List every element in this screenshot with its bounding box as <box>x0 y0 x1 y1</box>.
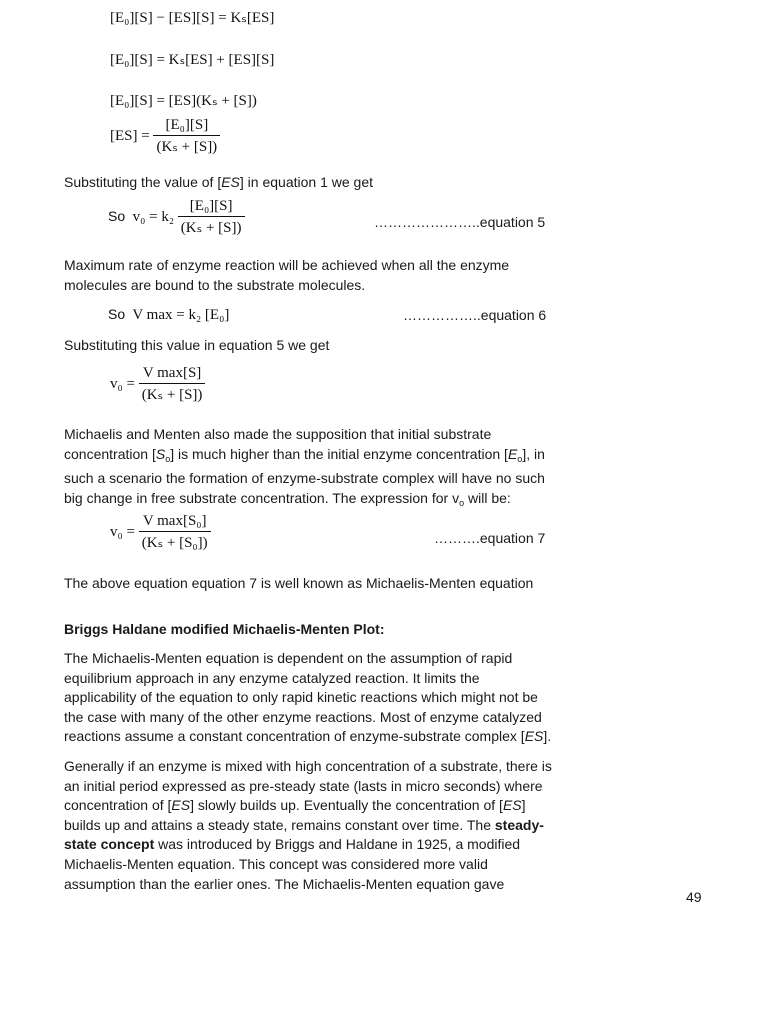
paragraph-substituting-es <box>64 173 552 193</box>
paragraph-supposition <box>64 425 552 513</box>
p7-italic-2: ES <box>502 797 522 814</box>
p7-italic-1: ES <box>171 797 191 814</box>
equation-6-label: ……………..equation 6 <box>403 307 547 323</box>
p4-d: will be: <box>464 489 511 506</box>
equation-b <box>110 50 274 69</box>
p4-a: Michaelis and Menten also made the supposition that initial substrate concentration [ <box>64 426 492 462</box>
equation-d-fraction <box>153 117 220 156</box>
paragraph-steady-state <box>64 757 552 894</box>
equation-6-so: So <box>108 306 126 322</box>
p4-c: ], in such a scenario the formation of enzyme-substrate complex will have no such big change in free substrate concentration. The expression for v <box>64 445 545 506</box>
p4-e: E <box>507 445 518 462</box>
equation-5-denominator: (Kₛ + [S]) <box>180 220 242 236</box>
equation-7-lhs: v₀ = <box>110 523 135 540</box>
equation-e-denominator: (Kₛ + [S]) <box>141 387 203 403</box>
equation-a-text: [E₀][S] − [ES][S] = Kₛ[ES] <box>110 10 275 26</box>
p7-b: ] slowly builds up. Eventually the concentration of [ <box>190 797 503 814</box>
p1-pre: Substituting the value of [ <box>64 174 222 190</box>
p4-e-sub: o <box>517 453 523 464</box>
equation-c <box>110 91 257 110</box>
page-number: 49 <box>686 889 702 905</box>
equation-6 <box>108 306 229 324</box>
equation-5-lhs: v₀ = k₂ <box>132 208 175 225</box>
paragraph-max-rate: Maximum rate of enzyme reaction will be achieved when all the enzyme molecules are bound to the substrate molecules. <box>64 257 510 293</box>
equation-5-fraction <box>178 198 245 237</box>
equation-5-label: …………………..equation 5 <box>374 214 546 230</box>
equation-d-numerator: [E₀][S] <box>153 117 220 136</box>
equation-a <box>110 8 274 27</box>
equation-7 <box>110 513 211 552</box>
equation-7-label: ……….equation 7 <box>434 530 546 546</box>
equation-e-numerator: V max[S] <box>139 365 206 384</box>
p4-v-sub: o <box>459 497 465 508</box>
equation-5 <box>108 198 245 237</box>
equation-7-numerator: V max[S₀] <box>139 513 211 532</box>
p1-post: ] in equation 1 we get <box>239 174 374 190</box>
paragraph-dependent <box>64 649 552 747</box>
equation-7-denominator: (Kₛ + [S₀]) <box>141 535 208 551</box>
equation-c-text: [E₀][S] = [ES](Kₛ + [S]) <box>110 93 257 109</box>
equation-7-fraction <box>139 513 211 552</box>
equation-e-lhs: v₀ = <box>110 375 135 392</box>
equation-5-numerator: [E₀][S] <box>178 198 245 217</box>
p4-b: ] is much higher than the initial enzyme concentration [ <box>170 445 508 462</box>
p7-a: Generally if an enzyme is mixed with high concentration of a substrate, there is an initial period expressed as pre-steady state (lasts in micro seconds) where concentration of [ <box>64 758 552 814</box>
p1-italic: ES <box>221 174 240 190</box>
equation-b-text: [E₀][S] = Kₛ[ES] + [ES][S] <box>110 52 275 68</box>
p4-s: S <box>155 445 166 462</box>
equation-6-expr: V max = k₂ [E₀] <box>132 307 230 323</box>
p6-b: ]. <box>543 728 552 745</box>
equation-5-so: So <box>108 207 126 224</box>
equation-d-denominator: (Kₛ + [S]) <box>156 139 218 155</box>
p4-s-sub: o <box>165 453 171 464</box>
equation-e-fraction <box>139 365 206 404</box>
equation-e <box>110 365 205 404</box>
equation-d <box>110 117 220 156</box>
paragraph-substituting-eq5: Substituting this value in equation 5 we get <box>64 337 330 353</box>
p6-a: The Michaelis-Menten equation is dependent on the assumption of rapid equilibrium approach in any enzyme catalyzed reaction. It limits the applicability of the equation to only rapid kinetic reactions which might not be the case with many of the other enzyme reactions. Most of enzyme catalyzed reactions assume a constant concentration of enzyme-substrate complex [ <box>64 650 542 745</box>
p7-c: ] builds up and attains a steady state, remains constant over time. The <box>64 797 526 833</box>
p7-d: was introduced by Briggs and Haldane in 1925, a modified Michaelis-Menten equation. This concept was considered more valid assumption than the earlier ones. The Michaelis-Menten equation gave <box>64 836 521 892</box>
p7-bold: steady-state concept <box>64 816 544 853</box>
equation-d-lhs: [ES] = <box>110 127 150 144</box>
p6-italic: ES <box>524 728 544 745</box>
paragraph-well-known: The above equation equation 7 is well known as Michaelis-Menten equation <box>64 575 534 591</box>
section-heading: Briggs Haldane modified Michaelis-Menten Plot: <box>64 621 385 637</box>
